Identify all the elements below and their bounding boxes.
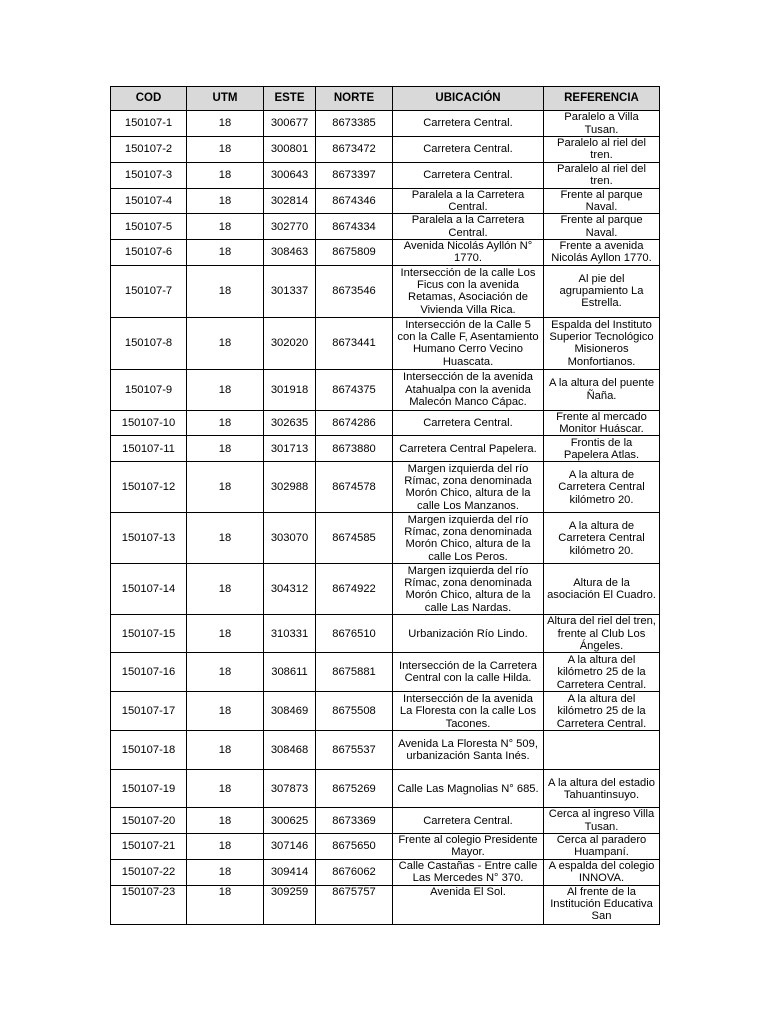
cell-ubicacion: Intersección de la Carretera Central con la calle Hilda. (393, 653, 544, 692)
cell-ubicacion: Carretera Central. (393, 410, 544, 436)
cell-este: 301918 (264, 369, 316, 410)
cell-cod: 150107-6 (111, 240, 187, 266)
cell-este: 302988 (264, 462, 316, 513)
cell-norte: 8675650 (316, 833, 393, 859)
header-este: ESTE (264, 87, 316, 111)
cell-utm: 18 (187, 692, 264, 731)
table-row (111, 436, 660, 462)
cell-norte: 8674334 (316, 214, 393, 240)
cell-ubicacion: Intersección de la avenida La Floresta con la calle Los Tacones. (393, 692, 544, 731)
header-row (111, 87, 660, 111)
cell-referencia: Espalda del Instituto Superior Tecnológico Misioneros Monfortianos. (544, 317, 660, 369)
cell-norte: 8673397 (316, 162, 393, 188)
header-utm: UTM (187, 87, 264, 111)
cell-referencia: Frontis de la Papelera Atlas. (544, 436, 660, 462)
cell-referencia: Frente a avenida Nicolás Ayllon 1770. (544, 240, 660, 266)
cell-cod: 150107-9 (111, 369, 187, 410)
cell-ubicacion: Paralela a la Carretera Central. (393, 214, 544, 240)
cell-utm: 18 (187, 770, 264, 808)
cell-cod: 150107-1 (111, 111, 187, 137)
table-row (111, 111, 660, 137)
cell-ubicacion: Avenida El Sol. (393, 885, 544, 924)
cell-este: 302020 (264, 317, 316, 369)
cell-ubicacion: Margen izquierda del río Rímac, zona denominada Morón Chico, altura de la calle Los Peros. (393, 513, 544, 564)
cell-referencia: A la altura del estadio Tahuantinsuyo. (544, 770, 660, 808)
cell-referencia: Paralelo al riel del tren. (544, 137, 660, 163)
cell-este: 300677 (264, 111, 316, 137)
cell-ubicacion: Avenida Nicolás Ayllón N° 1770. (393, 240, 544, 266)
cell-referencia: Frente al mercado Monitor Huáscar. (544, 410, 660, 436)
cell-cod: 150107-11 (111, 436, 187, 462)
cell-referencia: Paralelo al riel del tren. (544, 162, 660, 188)
cell-utm: 18 (187, 111, 264, 137)
cell-referencia: A espalda del colegio INNOVA. (544, 859, 660, 885)
cell-cod: 150107-15 (111, 615, 187, 653)
cell-ubicacion: Carretera Central. (393, 111, 544, 137)
cell-este: 302814 (264, 188, 316, 214)
cell-ubicacion: Carretera Central. (393, 162, 544, 188)
table-row (111, 240, 660, 266)
cell-utm: 18 (187, 653, 264, 692)
cell-este: 302635 (264, 410, 316, 436)
table-row (111, 188, 660, 214)
cell-utm: 18 (187, 436, 264, 462)
cell-referencia: A la altura del kilómetro 25 de la Carretera Central. (544, 692, 660, 731)
cell-cod: 150107-3 (111, 162, 187, 188)
cell-utm: 18 (187, 462, 264, 513)
cell-norte: 8673472 (316, 137, 393, 163)
table-row (111, 564, 660, 615)
cell-cod: 150107-10 (111, 410, 187, 436)
cell-norte: 8674286 (316, 410, 393, 436)
cell-norte: 8673880 (316, 436, 393, 462)
cell-norte: 8675757 (316, 885, 393, 924)
table-row (111, 162, 660, 188)
table-row (111, 369, 660, 410)
cell-norte: 8674585 (316, 513, 393, 564)
table-row (111, 137, 660, 163)
cell-cod: 150107-7 (111, 265, 187, 317)
cell-ubicacion: Intersección de la avenida Atahualpa con la avenida Malecón Manco Cápac. (393, 369, 544, 410)
cell-referencia: Paralelo a Villa Tusan. (544, 111, 660, 137)
table-row (111, 462, 660, 513)
cell-utm: 18 (187, 162, 264, 188)
cell-utm: 18 (187, 513, 264, 564)
cell-ubicacion: Intersección de la Calle 5 con la Calle F, Asentamiento Humano Cerro Vecino Huascata. (393, 317, 544, 369)
cell-utm: 18 (187, 137, 264, 163)
table-row (111, 731, 660, 770)
table-row (111, 692, 660, 731)
cell-referencia: Frente al parque Naval. (544, 214, 660, 240)
cell-este: 308469 (264, 692, 316, 731)
cell-referencia: A la altura del kilómetro 25 de la Carretera Central. (544, 653, 660, 692)
table-row (111, 265, 660, 317)
cell-referencia: Cerca al paradero Huampaní. (544, 833, 660, 859)
cell-norte: 8676062 (316, 859, 393, 885)
cell-este: 302770 (264, 214, 316, 240)
cell-este: 310331 (264, 615, 316, 653)
cell-ubicacion: Margen izquierda del río Rímac, zona denominada Morón Chico, altura de la calle Las Nardas. (393, 564, 544, 615)
cell-este: 308463 (264, 240, 316, 266)
table-row (111, 770, 660, 808)
cell-cod: 150107-16 (111, 653, 187, 692)
cell-cod: 150107-19 (111, 770, 187, 808)
cell-utm: 18 (187, 731, 264, 770)
cell-utm: 18 (187, 859, 264, 885)
cell-referencia: Al pie del agrupamiento La Estrella. (544, 265, 660, 317)
table-row (111, 513, 660, 564)
header-referencia: REFERENCIA (544, 87, 660, 111)
cell-norte: 8674375 (316, 369, 393, 410)
cell-ubicacion: Intersección de la calle Los Ficus con la avenida Retamas, Asociación de Vivienda Villa Rica. (393, 265, 544, 317)
cell-cod: 150107-2 (111, 137, 187, 163)
cell-cod: 150107-8 (111, 317, 187, 369)
cell-norte: 8675508 (316, 692, 393, 731)
table-row (111, 833, 660, 859)
cell-ubicacion: Carretera Central. (393, 808, 544, 834)
cell-norte: 8674578 (316, 462, 393, 513)
cell-ubicacion: Carretera Central. (393, 137, 544, 163)
cell-norte: 8674346 (316, 188, 393, 214)
cell-ubicacion: Calle Las Magnolias N° 685. (393, 770, 544, 808)
cell-utm: 18 (187, 833, 264, 859)
table-row (111, 214, 660, 240)
cell-norte: 8673385 (316, 111, 393, 137)
cell-ubicacion: Urbanización Río Lindo. (393, 615, 544, 653)
cell-referencia: A la altura de Carretera Central kilómetro 20. (544, 462, 660, 513)
table-row (111, 615, 660, 653)
cell-referencia: A la altura de Carretera Central kilómetro 20. (544, 513, 660, 564)
cell-cod: 150107-18 (111, 731, 187, 770)
header-cod: COD (111, 87, 187, 111)
cell-referencia: Altura del riel del tren, frente al Club Los Ángeles. (544, 615, 660, 653)
cell-este: 300625 (264, 808, 316, 834)
cell-norte: 8675881 (316, 653, 393, 692)
cell-ubicacion: Calle Castañas - Entre calle Las Mercedes N° 370. (393, 859, 544, 885)
cell-utm: 18 (187, 317, 264, 369)
cell-utm: 18 (187, 410, 264, 436)
header-ubicacion: UBICACIÓN (393, 87, 544, 111)
table-row (111, 885, 660, 924)
cell-este: 300801 (264, 137, 316, 163)
cell-cod: 150107-14 (111, 564, 187, 615)
cell-utm: 18 (187, 564, 264, 615)
cell-norte: 8673369 (316, 808, 393, 834)
table-row (111, 859, 660, 885)
cell-cod: 150107-17 (111, 692, 187, 731)
cell-referencia (544, 731, 660, 770)
cell-este: 309259 (264, 885, 316, 924)
cell-este: 308468 (264, 731, 316, 770)
cell-cod: 150107-5 (111, 214, 187, 240)
cell-este: 301713 (264, 436, 316, 462)
cell-ubicacion: Frente al colegio Presidente Mayor. (393, 833, 544, 859)
cell-cod: 150107-13 (111, 513, 187, 564)
cell-utm: 18 (187, 265, 264, 317)
cell-ubicacion: Carretera Central Papelera. (393, 436, 544, 462)
locations-table (110, 86, 660, 925)
cell-utm: 18 (187, 615, 264, 653)
cell-ubicacion: Margen izquierda del río Rímac, zona denominada Morón Chico, altura de la calle Los Manzanos. (393, 462, 544, 513)
cell-utm: 18 (187, 808, 264, 834)
cell-referencia: Al frente de la Institución Educativa San (544, 885, 660, 924)
cell-este: 308611 (264, 653, 316, 692)
cell-norte: 8675537 (316, 731, 393, 770)
cell-norte: 8676510 (316, 615, 393, 653)
table-row (111, 410, 660, 436)
cell-norte: 8675809 (316, 240, 393, 266)
cell-utm: 18 (187, 240, 264, 266)
header-norte: NORTE (316, 87, 393, 111)
cell-norte: 8675269 (316, 770, 393, 808)
cell-utm: 18 (187, 214, 264, 240)
cell-este: 307873 (264, 770, 316, 808)
cell-este: 300643 (264, 162, 316, 188)
cell-referencia: Altura de la asociación El Cuadro. (544, 564, 660, 615)
cell-referencia: A la altura del puente Ñaña. (544, 369, 660, 410)
cell-cod: 150107-4 (111, 188, 187, 214)
cell-norte: 8673546 (316, 265, 393, 317)
cell-este: 303070 (264, 513, 316, 564)
cell-utm: 18 (187, 885, 264, 924)
table-row (111, 808, 660, 834)
cell-este: 309414 (264, 859, 316, 885)
cell-cod: 150107-21 (111, 833, 187, 859)
cell-ubicacion: Paralela a la Carretera Central. (393, 188, 544, 214)
table-row (111, 653, 660, 692)
cell-cod: 150107-22 (111, 859, 187, 885)
table-body (111, 111, 660, 925)
cell-referencia: Frente al parque Naval. (544, 188, 660, 214)
cell-referencia: Cerca al ingreso Villa Tusan. (544, 808, 660, 834)
cell-norte: 8674922 (316, 564, 393, 615)
cell-este: 304312 (264, 564, 316, 615)
cell-utm: 18 (187, 369, 264, 410)
cell-este: 301337 (264, 265, 316, 317)
cell-cod: 150107-20 (111, 808, 187, 834)
cell-cod: 150107-23 (111, 885, 187, 924)
cell-utm: 18 (187, 188, 264, 214)
cell-cod: 150107-12 (111, 462, 187, 513)
table-row (111, 317, 660, 369)
cell-norte: 8673441 (316, 317, 393, 369)
cell-ubicacion: Avenida La Floresta N° 509, urbanización Santa Inés. (393, 731, 544, 770)
cell-este: 307146 (264, 833, 316, 859)
